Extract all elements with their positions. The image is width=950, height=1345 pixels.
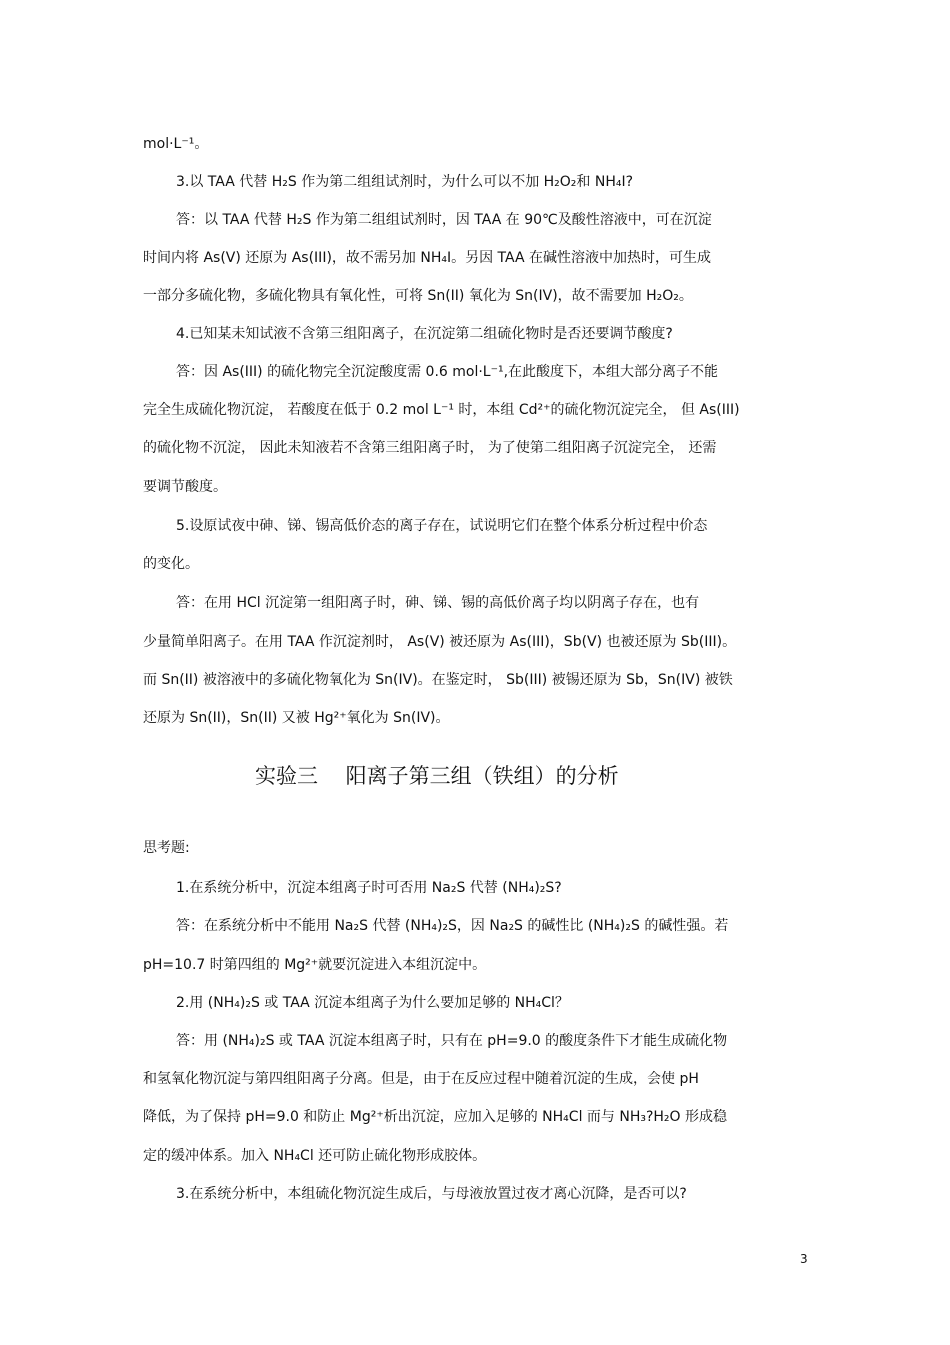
- text-line: 还原为 Sn(II)，Sn(II) 又被 Hg²⁺氧化为 Sn(IV)。: [143, 710, 450, 726]
- text-line: 要调节酸度。: [143, 479, 227, 495]
- section-title: 实验三 阳离子第三组（铁组）的分析: [255, 764, 619, 788]
- question-line: 5.设原试夜中砷、锑、锡高低价态的离子存在，试说明它们在整个体系分析过程中价态: [176, 518, 708, 534]
- text-line: 的硫化物不沉淀， 因此未知液若不含第三组阳离子时， 为了使第二组阳离子沉淀完全， 还需: [143, 440, 717, 456]
- text-line: 定的缓冲体系。加入 NH₄Cl 还可防止硫化物形成胶体。: [143, 1148, 487, 1164]
- answer-line: 答：在用 HCl 沉淀第一组阳离子时，砷、锑、锡的高低价离子均以阴离子存在，也有: [176, 595, 700, 611]
- text-line: pH=10.7 时第四组的 Mg²⁺就要沉淀进入本组沉淀中。: [143, 957, 487, 973]
- text-line: 完全生成硫化物沉淀， 若酸度在低于 0.2 mol L⁻¹ 时，本组 Cd²⁺的硫化物沉淀完全， 但 As(III): [143, 402, 740, 418]
- text-line: 和氢氧化物沉淀与第四组阳离子分离。但是，由于在反应过程中随着沉淀的生成，会使 pH: [143, 1071, 699, 1087]
- page-number: 3: [800, 1252, 808, 1266]
- text-line: 的变化。: [143, 556, 199, 572]
- question-line: 3.在系统分析中，本组硫化物沉淀生成后，与母液放置过夜才离心沉降，是否可以?: [176, 1186, 687, 1202]
- subheading: 思考题:: [143, 840, 190, 856]
- text-line: 一部分多硫化物，多硫化物具有氧化性，可将 Sn(II) 氧化为 Sn(IV)，故不需要加 H₂O₂。: [143, 288, 693, 304]
- answer-line: 答：在系统分析中不能用 Na₂S 代替 (NH₄)₂S，因 Na₂S 的碱性比 (NH₄)₂S 的碱性强。若: [176, 918, 729, 934]
- question-line: 1.在系统分析中，沉淀本组离子时可否用 Na₂S 代替 (NH₄)₂S?: [176, 880, 562, 896]
- text-line: 降低，为了保持 pH=9.0 和防止 Mg²⁺析出沉淀，应加入足够的 NH₄Cl 而与 NH₃?H₂O 形成稳: [143, 1109, 728, 1125]
- text-line: mol·L⁻¹。: [143, 136, 209, 152]
- answer-line: 答：因 As(III) 的硫化物完全沉淀酸度需 0.6 mol·L⁻¹,在此酸度下，本组大部分离子不能: [176, 364, 719, 380]
- question-line: 4.已知某未知试液不含第三组阳离子，在沉淀第二组硫化物时是否还要调节酸度?: [176, 326, 673, 342]
- question-line: 2.用 (NH₄)₂S 或 TAA 沉淀本组离子为什么要加足够的 NH₄Cl？: [176, 995, 569, 1011]
- text-line: 少量简单阳离子。在用 TAA 作沉淀剂时， As(V) 被还原为 As(III)，Sb(V) 也被还原为 Sb(III)。: [143, 634, 737, 650]
- answer-line: 答：用 (NH₄)₂S 或 TAA 沉淀本组离子时，只有在 pH=9.0 的酸度条件下才能生成硫化物: [176, 1033, 728, 1049]
- text-line: 而 Sn(II) 被溶液中的多硫化物氧化为 Sn(IV)。在鉴定时， Sb(III) 被锡还原为 Sb，Sn(IV) 被铁: [143, 672, 733, 688]
- question-line: 3.以 TAA 代替 H₂S 作为第二组组试剂时，为什么可以不加 H₂O₂和 NH₄I?: [176, 174, 634, 190]
- answer-line: 答：以 TAA 代替 H₂S 作为第二组组试剂时，因 TAA 在 90℃及酸性溶液中，可在沉淀: [176, 212, 712, 228]
- text-line: 时间内将 As(V) 还原为 As(III)，故不需另加 NH₄I。另因 TAA 在碱性溶液中加热时，可生成: [143, 250, 712, 266]
